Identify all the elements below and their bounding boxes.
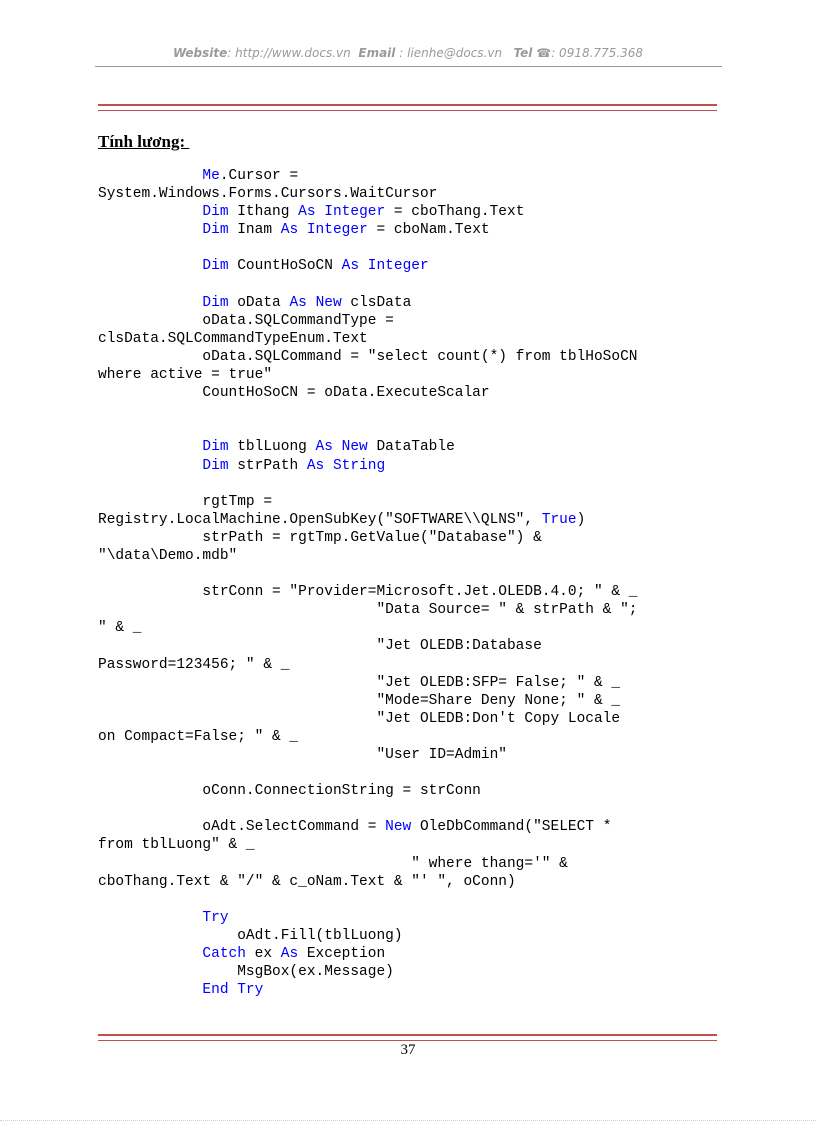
code-text: " where thang='" & xyxy=(98,855,568,872)
code-block xyxy=(98,167,638,999)
code-text: "Data Source= " & strPath & "; xyxy=(98,602,638,619)
code-text: on Compact=False; " & _ xyxy=(98,728,299,745)
header-divider xyxy=(95,66,722,67)
tel-label: Tel xyxy=(513,46,533,60)
code-keyword: Dim xyxy=(202,258,229,275)
code-line xyxy=(98,891,638,909)
bottom-double-rule xyxy=(98,1034,717,1041)
code-keyword: Try xyxy=(237,982,264,999)
code-text: DataTable xyxy=(367,439,455,456)
code-line xyxy=(98,475,638,493)
code-text: ex xyxy=(245,946,281,963)
code-line xyxy=(98,529,638,547)
code-text: Ithang xyxy=(228,204,299,221)
code-line xyxy=(98,457,638,475)
code-text xyxy=(307,295,316,311)
code-line xyxy=(98,728,638,746)
code-line xyxy=(98,963,638,981)
code-keyword: Try xyxy=(202,909,229,926)
code-line xyxy=(98,583,638,601)
top-double-rule xyxy=(98,104,717,111)
code-keyword: As xyxy=(289,294,307,311)
code-keyword: Catch xyxy=(202,946,246,963)
code-line xyxy=(98,637,638,655)
code-text xyxy=(98,258,202,274)
code-text: CountHoSoCN = oData.ExecuteScalar xyxy=(98,385,490,402)
code-text: oData.SQLCommandType = xyxy=(98,312,394,329)
code-text: rgtTmp = xyxy=(98,493,273,510)
code-keyword: As xyxy=(280,222,299,239)
code-line xyxy=(98,493,638,511)
code-line xyxy=(98,438,638,456)
code-text: "Jet OLEDB:SFP= False; " & _ xyxy=(98,674,621,691)
code-line xyxy=(98,511,638,529)
website-label: Website xyxy=(172,46,228,60)
code-text: "Jet OLEDB:Database xyxy=(98,638,542,655)
code-line xyxy=(98,656,638,674)
code-line xyxy=(98,348,638,366)
code-line xyxy=(98,221,638,239)
code-text: oAdt.SelectCommand = xyxy=(98,819,386,836)
code-text: clsData xyxy=(341,294,412,311)
code-line xyxy=(98,366,638,384)
code-keyword: New xyxy=(315,294,342,311)
code-text: oData.SQLCommand = "select count(*) from tblHoSoCN xyxy=(98,348,638,365)
code-text: = cboNam.Text xyxy=(367,222,490,239)
code-line xyxy=(98,276,638,294)
code-text xyxy=(98,295,202,311)
code-text: from tblLuong" & _ xyxy=(98,837,255,854)
code-text: tblLuong xyxy=(228,439,316,456)
section-title: Tính lương: xyxy=(98,132,190,151)
code-text: oConn.ConnectionString = strConn xyxy=(98,783,481,800)
code-text xyxy=(98,910,202,926)
code-text xyxy=(98,458,202,474)
code-text: .Cursor = xyxy=(219,168,299,184)
code-keyword: True xyxy=(541,511,577,528)
email-label: Email xyxy=(358,46,396,60)
code-text xyxy=(359,258,368,274)
code-keyword: As xyxy=(341,258,360,275)
code-text: strConn = "Provider=Microsoft.Jet.OLEDB.4.0; " & _ xyxy=(98,584,638,601)
code-line xyxy=(98,330,638,348)
page-bottom-border xyxy=(0,1120,816,1121)
code-text: Registry.LocalMachine.OpenSubKey("SOFTWARE\\QLNS", xyxy=(98,511,542,528)
code-line xyxy=(98,927,638,945)
code-text xyxy=(333,439,342,455)
code-text: ) xyxy=(576,511,586,528)
code-text: clsData.SQLCommandTypeEnum.Text xyxy=(98,330,368,347)
phone-icon: ☎ xyxy=(536,46,552,60)
code-text xyxy=(324,458,333,474)
code-text xyxy=(98,204,202,220)
code-keyword: New xyxy=(341,439,368,456)
code-text: CountHoSoCN xyxy=(228,258,342,275)
code-text: System.Windows.Forms.Cursors.WaitCursor xyxy=(98,186,438,203)
code-line xyxy=(98,800,638,818)
page-number: 37 xyxy=(400,1042,416,1058)
code-text: Inam xyxy=(228,222,281,239)
code-text: "Jet OLEDB:Don't Copy Locale xyxy=(98,710,621,727)
code-keyword: Integer xyxy=(306,222,368,239)
code-line xyxy=(98,818,638,836)
code-line xyxy=(98,782,638,800)
code-text xyxy=(98,222,202,238)
email-value: : lienhe@docs.vn xyxy=(399,46,503,60)
code-keyword: New xyxy=(385,819,412,836)
code-text: strPath = rgtTmp.GetValue("Database") & xyxy=(98,529,542,546)
code-line xyxy=(98,746,638,764)
code-text: "User ID=Admin" xyxy=(98,747,507,763)
code-line xyxy=(98,981,638,999)
code-text: Password=123456; " & _ xyxy=(98,656,290,673)
code-line xyxy=(98,294,638,312)
code-keyword: End xyxy=(202,982,229,999)
code-keyword: Integer xyxy=(367,258,429,275)
code-keyword: Dim xyxy=(202,457,229,474)
code-keyword: As xyxy=(298,204,316,221)
code-text xyxy=(98,982,202,998)
code-line xyxy=(98,384,638,402)
code-line xyxy=(98,402,638,420)
code-text xyxy=(98,439,202,455)
code-line xyxy=(98,619,638,637)
code-line xyxy=(98,167,638,185)
code-text: OleDbCommand("SELECT * xyxy=(411,819,612,836)
code-text: = cboThang.Text xyxy=(385,204,525,221)
code-line xyxy=(98,565,638,583)
code-text xyxy=(316,204,325,220)
code-keyword: Dim xyxy=(202,222,229,239)
code-text: "\data\Demo.mdb" xyxy=(98,547,238,564)
code-text: oData xyxy=(228,294,290,311)
code-line xyxy=(98,945,638,963)
code-line xyxy=(98,257,638,275)
tel-value: : 0918.775.368 xyxy=(551,46,644,60)
code-text xyxy=(98,946,202,962)
code-text: cboThang.Text & "/" & c_oNam.Text & "' ", oConn) xyxy=(98,873,516,890)
code-text xyxy=(98,168,202,184)
code-text: oAdt.Fill(tblLuong) xyxy=(98,927,403,944)
code-line xyxy=(98,601,638,619)
code-line xyxy=(98,185,638,203)
code-line xyxy=(98,420,638,438)
code-keyword: Dim xyxy=(202,439,229,456)
code-text: MsgBox(ex.Message) xyxy=(98,964,394,981)
website-value: : http://www.docs.vn xyxy=(227,46,351,60)
code-line xyxy=(98,547,638,565)
code-line xyxy=(98,203,638,221)
code-text: strPath xyxy=(228,457,307,474)
code-line xyxy=(98,909,638,927)
code-line xyxy=(98,674,638,692)
code-line xyxy=(98,312,638,330)
code-text xyxy=(298,222,307,238)
code-line xyxy=(98,836,638,854)
code-line xyxy=(98,873,638,891)
code-keyword: Integer xyxy=(324,204,386,221)
code-keyword: Dim xyxy=(202,294,229,311)
code-text: where active = true" xyxy=(98,367,273,384)
code-text: "Mode=Share Deny None; " & _ xyxy=(98,692,621,709)
code-line xyxy=(98,239,638,257)
code-text: " & _ xyxy=(98,620,142,637)
code-text xyxy=(229,982,238,998)
code-keyword: Me xyxy=(202,168,220,184)
code-line xyxy=(98,692,638,710)
code-text: Exception xyxy=(298,946,386,963)
code-line xyxy=(98,764,638,782)
code-keyword: Dim xyxy=(202,204,229,221)
code-keyword: As xyxy=(280,946,299,963)
code-keyword: As xyxy=(315,439,333,456)
code-line xyxy=(98,855,638,873)
code-keyword: As xyxy=(306,457,325,474)
code-line xyxy=(98,710,638,728)
page-header xyxy=(0,46,816,60)
code-keyword: String xyxy=(332,457,386,474)
